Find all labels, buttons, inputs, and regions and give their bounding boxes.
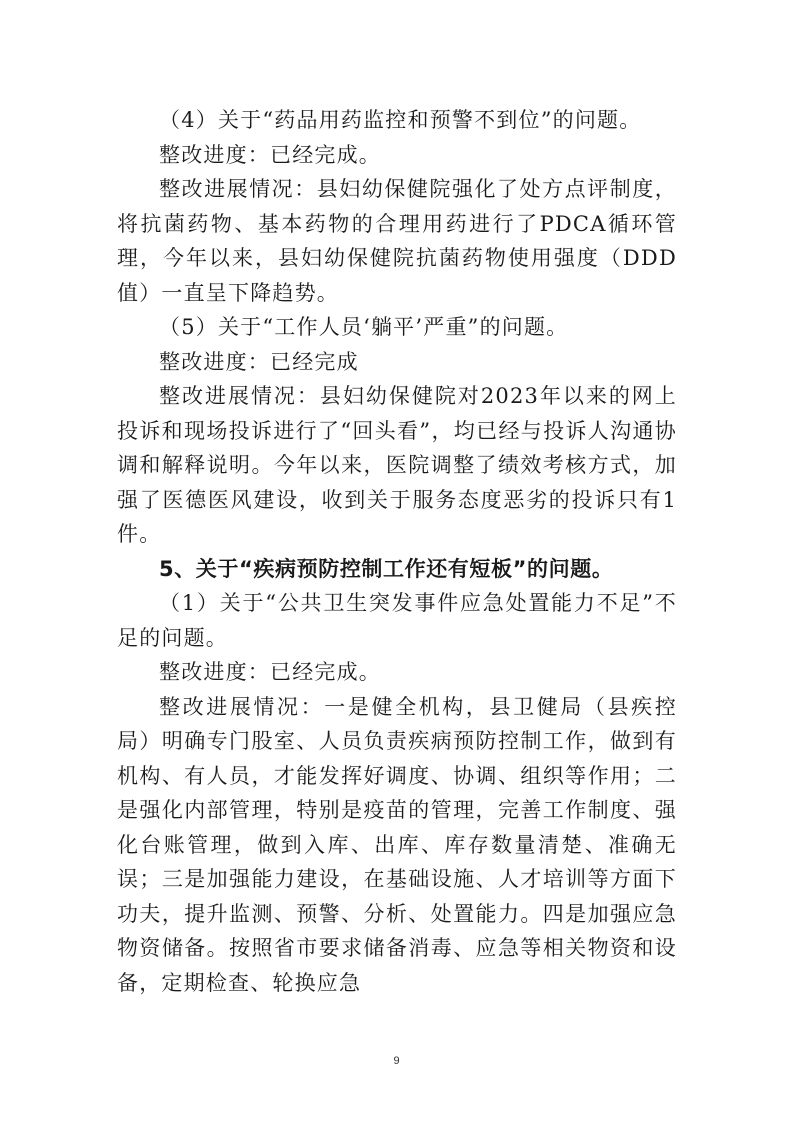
item-5-details: 整改进展情况：县妇幼保健院对2023年以来的网上投诉和现场投诉进行了“回头看”，均已经与投诉人沟通协调和解释说明。今年以来，医院调整了绩效考核方式，加强了医德医风建设，收到关于服务态度恶劣的投诉只有1件。 <box>117 384 677 546</box>
item-4-title: （4）关于“药品用药监控和预警不到位”的问题。 <box>159 108 642 132</box>
page-number: 9 <box>393 1055 400 1067</box>
item-4-progress: 整改进度：已经完成。 <box>159 142 381 167</box>
section-5-heading: 5、关于“疾病预防控制工作还有短板”的问题。 <box>159 556 614 581</box>
document-body <box>117 103 677 1000</box>
item-5-title: （5）关于“工作人员‘躺平’严重”的问题。 <box>159 315 569 339</box>
item-5-progress: 整改进度：已经完成 <box>159 349 359 374</box>
item-4-details: 整改进展情况：县妇幼保健院强化了处方点评制度，将抗菌药物、基本药物的合理用药进行了PDCA循环管理，今年以来，县妇幼保健院抗菌药物使用强度（DDD值）一直呈下降趋势。 <box>117 177 677 305</box>
section-5-item-1-details: 整改进展情况：一是健全机构，县卫健局（县疾控局）明确专门股室、人员负责疾病预防控制工作，做到有机构、有人员，才能发挥好调度、协调、组织等作用；二是强化内部管理，特别是疫苗的管理，完善工作制度、强化台账管理，做到入库、出库、库存数量清楚、准确无误；三是加强能力建设，在基础设施、人才培训等方面下功夫，提升监测、预警、分析、处置能力。四是加强应急物资储备。按照省市要求储备消毒、应急等相关物资和设备，定期检查、轮换应急 <box>117 694 677 995</box>
section-5-item-1-title: （1）关于“公共卫生突发事件应急处置能力不足”不足的问题。 <box>117 591 677 650</box>
section-5-item-1-progress: 整改进度：已经完成。 <box>159 660 381 684</box>
